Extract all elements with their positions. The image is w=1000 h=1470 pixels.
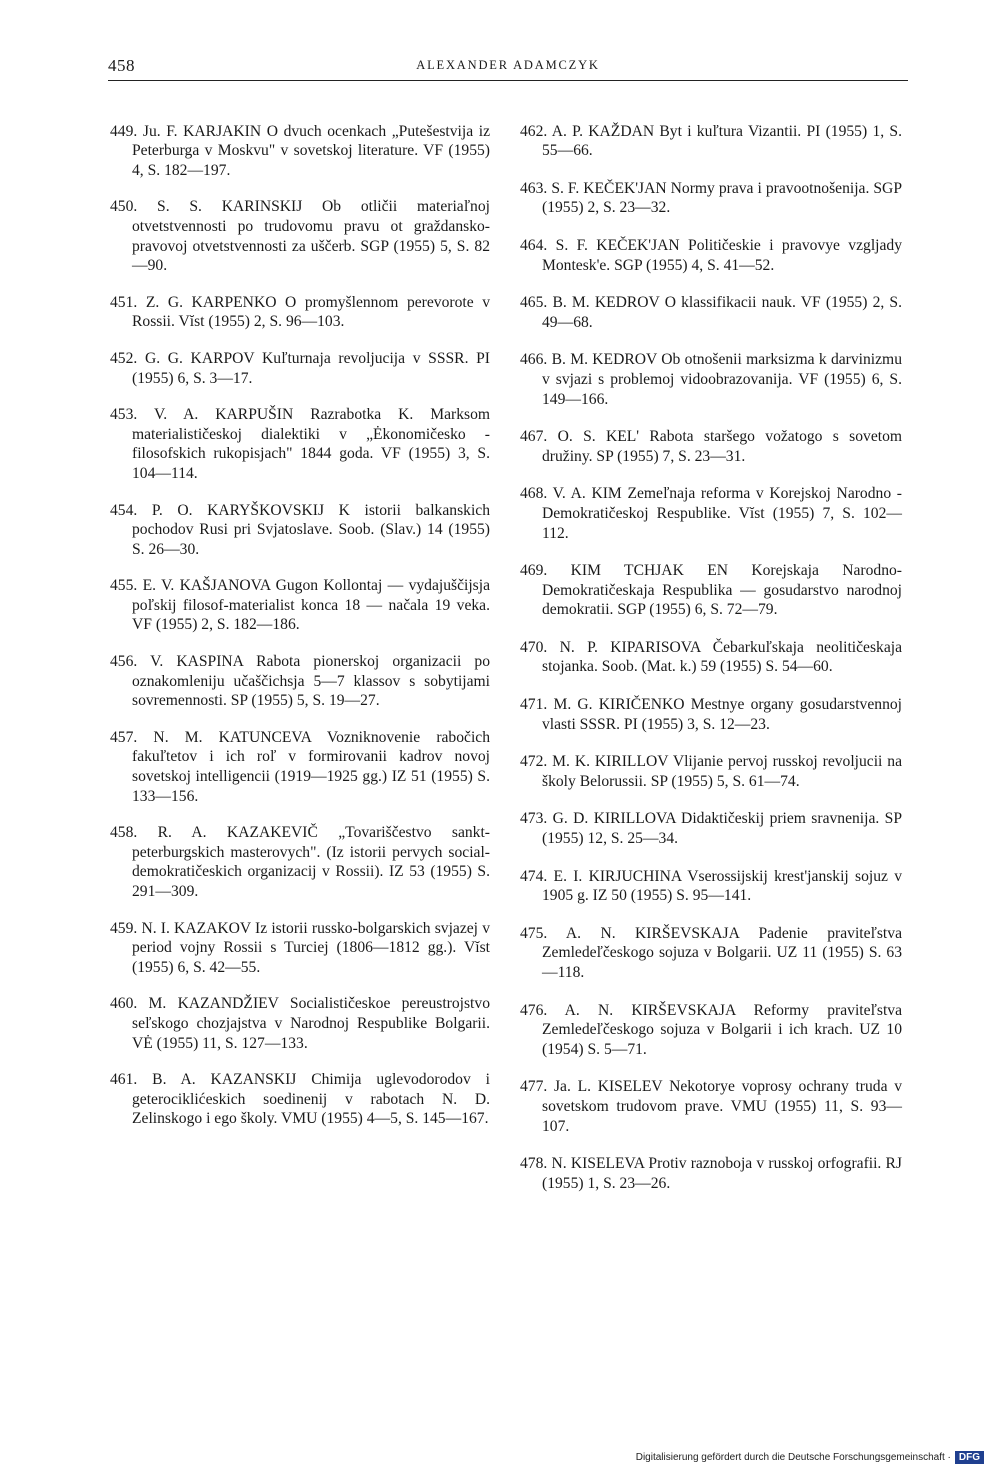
- bibliography-entry: 461. B. A. KAZANSKIJ Chimija uglevodorodov i geterociklićeskich soedinenij v rabotach N. D. Zelinskogo i ego školy. VMU (1955) 4—5, S. 145—167.: [110, 1071, 490, 1128]
- page-number: 458: [108, 56, 135, 75]
- bibliography-entry: 472. M. K. KIRILLOV Vlijanie pervoj russkoj revoljucii na školy Belorussii. SP (1955) 5, S. 61—74.: [520, 753, 902, 790]
- bibliography-entry: 453. V. A. KARPUŠIN Razrabotka K. Marksom materialističeskoj dialektiki v „Ėkonomičesko - filosofskich rukopisjach" 1844 goda. VF (1955) 3, S. 104—114.: [110, 406, 490, 482]
- bibliography-entry: 475. A. N. KIRŠEVSKAJA Padenie praviteľstva Zemledeľčeskogo sojuza v Bolgarii. UZ 11 (1955) S. 63—118.: [520, 924, 902, 981]
- bibliography-entry: 476. A. N. KIRŠEVSKAJA Reformy praviteľstva Zemledeľčeskogo sojuza v Bolgarii i ich krach. UZ 10 (1954) S. 5—71.: [520, 1001, 902, 1058]
- bibliography-entry: 460. M. KAZANDŽIEV Socialističeskoe pereustrojstvo seľskogo chozjajstva v Narodnoj Respublike Bolgarii. VĖ (1955) 11, S. 127—133.: [110, 995, 490, 1052]
- bibliography-entry: 467. O. S. KEL' Rabota staršego vožatogo s sovetom družiny. SP (1955) 7, S. 23—31.: [520, 428, 902, 465]
- bibliography-entry: 465. B. M. KEDROV O klassifikacii nauk. VF (1955) 2, S. 49—68.: [520, 294, 902, 331]
- bibliography-entry: 459. N. I. KAZAKOV Iz istorii russko-bolgarskich svjazej v period vojny Rossii s Turciej (1806—1812 gg.). Vĭst (1955) 6, S. 42—55.: [110, 919, 490, 976]
- footer-credit: [636, 1451, 984, 1464]
- page-header: [108, 56, 908, 81]
- bibliography-entry: 451. Z. G. KARPENKO O promyšlennom perevorote v Rossii. Vĭst (1955) 2, S. 96—103.: [110, 293, 490, 331]
- bibliography-entry: 471. M. G. KIRIČENKO Mestnye organy gosudarstvennoj vlasti SSSR. PI (1955) 3, S. 12—23.: [520, 696, 902, 733]
- bibliography-entry: 464. S. F. KEČEK'JAN Političeskie i pravovye vzgljady Montesk'e. SGP (1955) 4, S. 41—52.: [520, 236, 902, 274]
- bibliography-entry: 450. S. S. KARINSKIJ Ob otličii materiaľnoj otvetstvennosti po trudovomu pravu ot graždansko-pravovoj otvetstvennosti za uščerb. SGP (1955) 5, S. 82—90.: [110, 198, 490, 275]
- right-column: [520, 106, 902, 1211]
- bibliography-entry: 470. N. P. KIPARISOVA Čebarkuľskaja neolitičeskaja stojanka. Soob. (Mat. k.) 59 (1955) S. 54—60.: [520, 638, 902, 676]
- bibliography-entry: 452. G. G. KARPOV Kuľturnaja revoljucija v SSSR. PI (1955) 6, S. 3—17.: [110, 349, 490, 387]
- bibliography-entry: 454. P. O. KARYŠKOVSKIJ K istorii balkanskich pochodov Rusi pri Svjatoslave. Soob. (Slav.) 14 (1955) S. 26—30.: [110, 501, 490, 558]
- left-column: [110, 106, 490, 1146]
- bibliography-entry: 468. V. A. KIM Zemeľnaja reforma v Korejskoj Narodno - Demokratičeskoj Respublike. Vĭst (1955) 7, S. 102—112.: [520, 485, 902, 542]
- bibliography-entry: 449. Ju. F. KARJAKIN O dvuch ocenkach „Putešestvija iz Peterburga v Moskvu" v sovetskoj literature. VF (1955) 4, S. 182—197.: [110, 122, 490, 179]
- running-title: ALEXANDER ADAMCZYK: [416, 58, 600, 72]
- bibliography-entry: 477. Ja. L. KISELEV Nekotorye voprosy ochrany truda v sovetskom trudovom prave. VMU (1955) 11, S. 93—107.: [520, 1078, 902, 1135]
- bibliography-entry: 458. R. A. KAZAKEVIČ „Tovariščestvo sankt-peterburgskich masterovych". (Iz istorii pervych social-demokratičeskich organizacij v Rossii). IZ 53 (1955) S. 291—309.: [110, 824, 490, 900]
- bibliography-entry: 462. A. P. KAŽDAN Byt i kuľtura Vizantii. PI (1955) 1, S. 55—66.: [520, 122, 902, 160]
- bibliography-entry: 463. S. F. KEČEK'JAN Normy prava i pravootnošenija. SGP (1955) 2, S. 23—32.: [520, 179, 902, 217]
- bibliography-entry: 466. B. M. KEDROV Ob otnošenii marksizma k darvinizmu v svjazi s problemoj vidoobrazovanija. VF (1955) 6, S. 149—166.: [520, 351, 902, 408]
- bibliography-entry: 478. N. KISELEVA Protiv raznoboja v russkoj orfografii. RJ (1955) 1, S. 23—26.: [520, 1155, 902, 1192]
- dfg-logo: DFG: [955, 1451, 984, 1464]
- footer-text: Digitalisierung gefördert durch die Deutsche Forschungsgemeinschaft ·: [635, 1452, 951, 1463]
- bibliography-entry: 456. V. KASPINA Rabota pionerskoj organizacii po oznakomleniju učaščichsja 5—7 klassov s sobytijami sovremennosti. SP (1955) 5, S. 19—27.: [110, 653, 490, 710]
- bibliography-entry: 457. N. M. KATUNCEVA Vozniknovenie rabočich fakuľtetov i ich roľ v formirovanii kadrov novoj sovetskoj intelligencii (1919—1925 gg.) IZ 51 (1955) S. 133—156.: [110, 728, 490, 805]
- bibliography-entry: 473. G. D. KIRILLOVA Didaktičeskij priem sravnenija. SP (1955) 12, S. 25—34.: [520, 810, 902, 848]
- bibliography-entry: 474. E. I. KIRJUCHINA Vserossijskij krest'janskij sojuz v 1905 g. IZ 50 (1955) S. 95—141.: [520, 867, 902, 905]
- bibliography-entry: 455. E. V. KAŠJANOVA Gugon Kollontaj — vydajuščijsja poľskij filosof-materialist konca 18 — načala 19 veka. VF (1955) 2, S. 182—186.: [110, 577, 490, 634]
- bibliography-entry: 469. KIM TCHJAK EN Korejskaja Narodno-Demokratičeskaja Respublika — gosudarstvo narodnoj demokratii. SGP (1955) 6, S. 72—79.: [520, 562, 902, 619]
